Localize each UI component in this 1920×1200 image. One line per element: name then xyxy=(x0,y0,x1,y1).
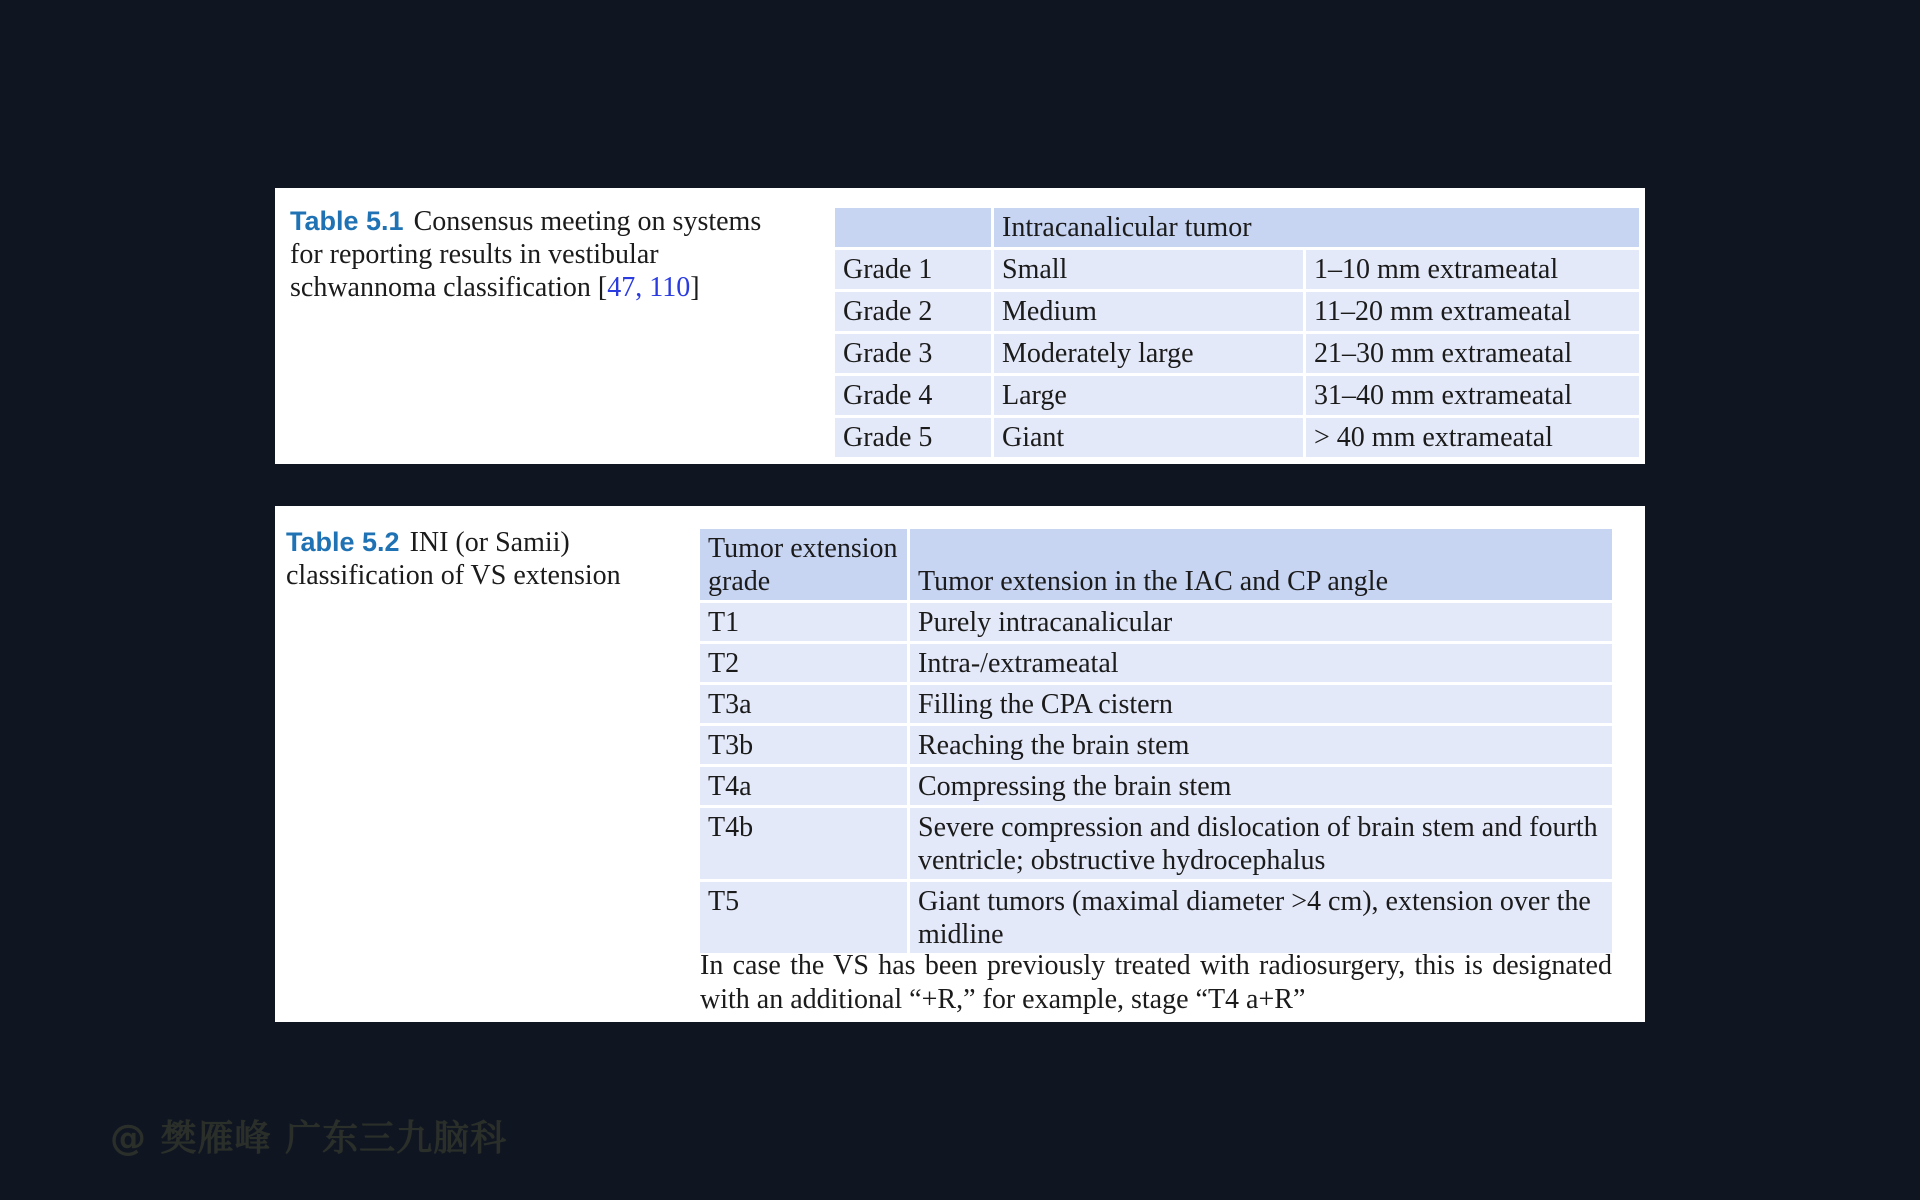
header-cell: Intracanalicular tumor xyxy=(994,208,1639,247)
table-row xyxy=(835,334,1639,373)
extension-table xyxy=(697,526,1615,956)
table-cell: 31–40 mm extrameatal xyxy=(1306,376,1639,415)
table-cell: Intra-/extrameatal xyxy=(910,644,1612,682)
table-label: Table 5.1 xyxy=(290,206,404,236)
caption-text: INI (or Samii) classification of VS extension xyxy=(286,527,621,591)
table-cell: Purely intracanalicular xyxy=(910,603,1612,641)
watermark: @ 樊雁峰 广东三九脑科 xyxy=(110,1118,508,1159)
table-cell: Small xyxy=(994,250,1303,289)
table-row xyxy=(700,808,1612,879)
table-cell: Grade 2 xyxy=(835,292,991,331)
table-row xyxy=(700,767,1612,805)
table-cell: Grade 1 xyxy=(835,250,991,289)
table-row xyxy=(835,418,1639,457)
table-5-2-panel xyxy=(275,506,1645,1022)
table-row xyxy=(700,726,1612,764)
table-cell: Grade 3 xyxy=(835,334,991,373)
table-cell: Grade 5 xyxy=(835,418,991,457)
table-cell: Giant tumors (maximal diameter >4 cm), extension over the midline xyxy=(910,882,1612,953)
table-cell: 11–20 mm extrameatal xyxy=(1306,292,1639,331)
table-label: Table 5.2 xyxy=(286,527,400,557)
table-cell: T4a xyxy=(700,767,907,805)
table-cell: Giant xyxy=(994,418,1303,457)
table-5-2-caption xyxy=(286,526,686,592)
table-cell: T3b xyxy=(700,726,907,764)
table-cell: Reaching the brain stem xyxy=(910,726,1612,764)
table-cell: Severe compression and dislocation of brain stem and fourth ventricle; obstructive hydrocephalus xyxy=(910,808,1612,879)
table-cell: Moderately large xyxy=(994,334,1303,373)
table-row xyxy=(835,376,1639,415)
table-cell: Filling the CPA cistern xyxy=(910,685,1612,723)
citation-link[interactable]: 47, 110 xyxy=(607,272,691,303)
table-cell: Compressing the brain stem xyxy=(910,767,1612,805)
table-row xyxy=(700,644,1612,682)
table-cell: Large xyxy=(994,376,1303,415)
table-row xyxy=(700,882,1612,953)
header-cell: Tumor extension grade xyxy=(700,529,907,600)
table-row xyxy=(700,603,1612,641)
table-cell: T3a xyxy=(700,685,907,723)
table-header-row xyxy=(700,529,1612,600)
table-cell: T2 xyxy=(700,644,907,682)
caption-close: ] xyxy=(690,272,700,303)
table-5-1-panel xyxy=(275,188,1645,464)
header-cell xyxy=(835,208,991,247)
table-cell: 1–10 mm extrameatal xyxy=(1306,250,1639,289)
table-header-row xyxy=(835,208,1639,247)
table-cell: T5 xyxy=(700,882,907,953)
table-row xyxy=(700,685,1612,723)
table-cell: T4b xyxy=(700,808,907,879)
table-cell: Grade 4 xyxy=(835,376,991,415)
header-cell: Tumor extension in the IAC and CP angle xyxy=(910,529,1612,600)
table-5-1-caption xyxy=(290,205,780,304)
caption-text: Consensus meeting on systems for reporting results in vestibular schwannoma classification [ xyxy=(290,206,762,303)
table-cell: T1 xyxy=(700,603,907,641)
table-row xyxy=(835,250,1639,289)
table-cell: Medium xyxy=(994,292,1303,331)
table-row xyxy=(835,292,1639,331)
table-cell: 21–30 mm extrameatal xyxy=(1306,334,1639,373)
table-footnote: In case the VS has been previously treated with radiosurgery, this is designated with an additional “+R,” for example, stage “T4 a+R” xyxy=(700,950,1612,1015)
grading-table xyxy=(832,205,1642,460)
table-cell: > 40 mm extrameatal xyxy=(1306,418,1639,457)
